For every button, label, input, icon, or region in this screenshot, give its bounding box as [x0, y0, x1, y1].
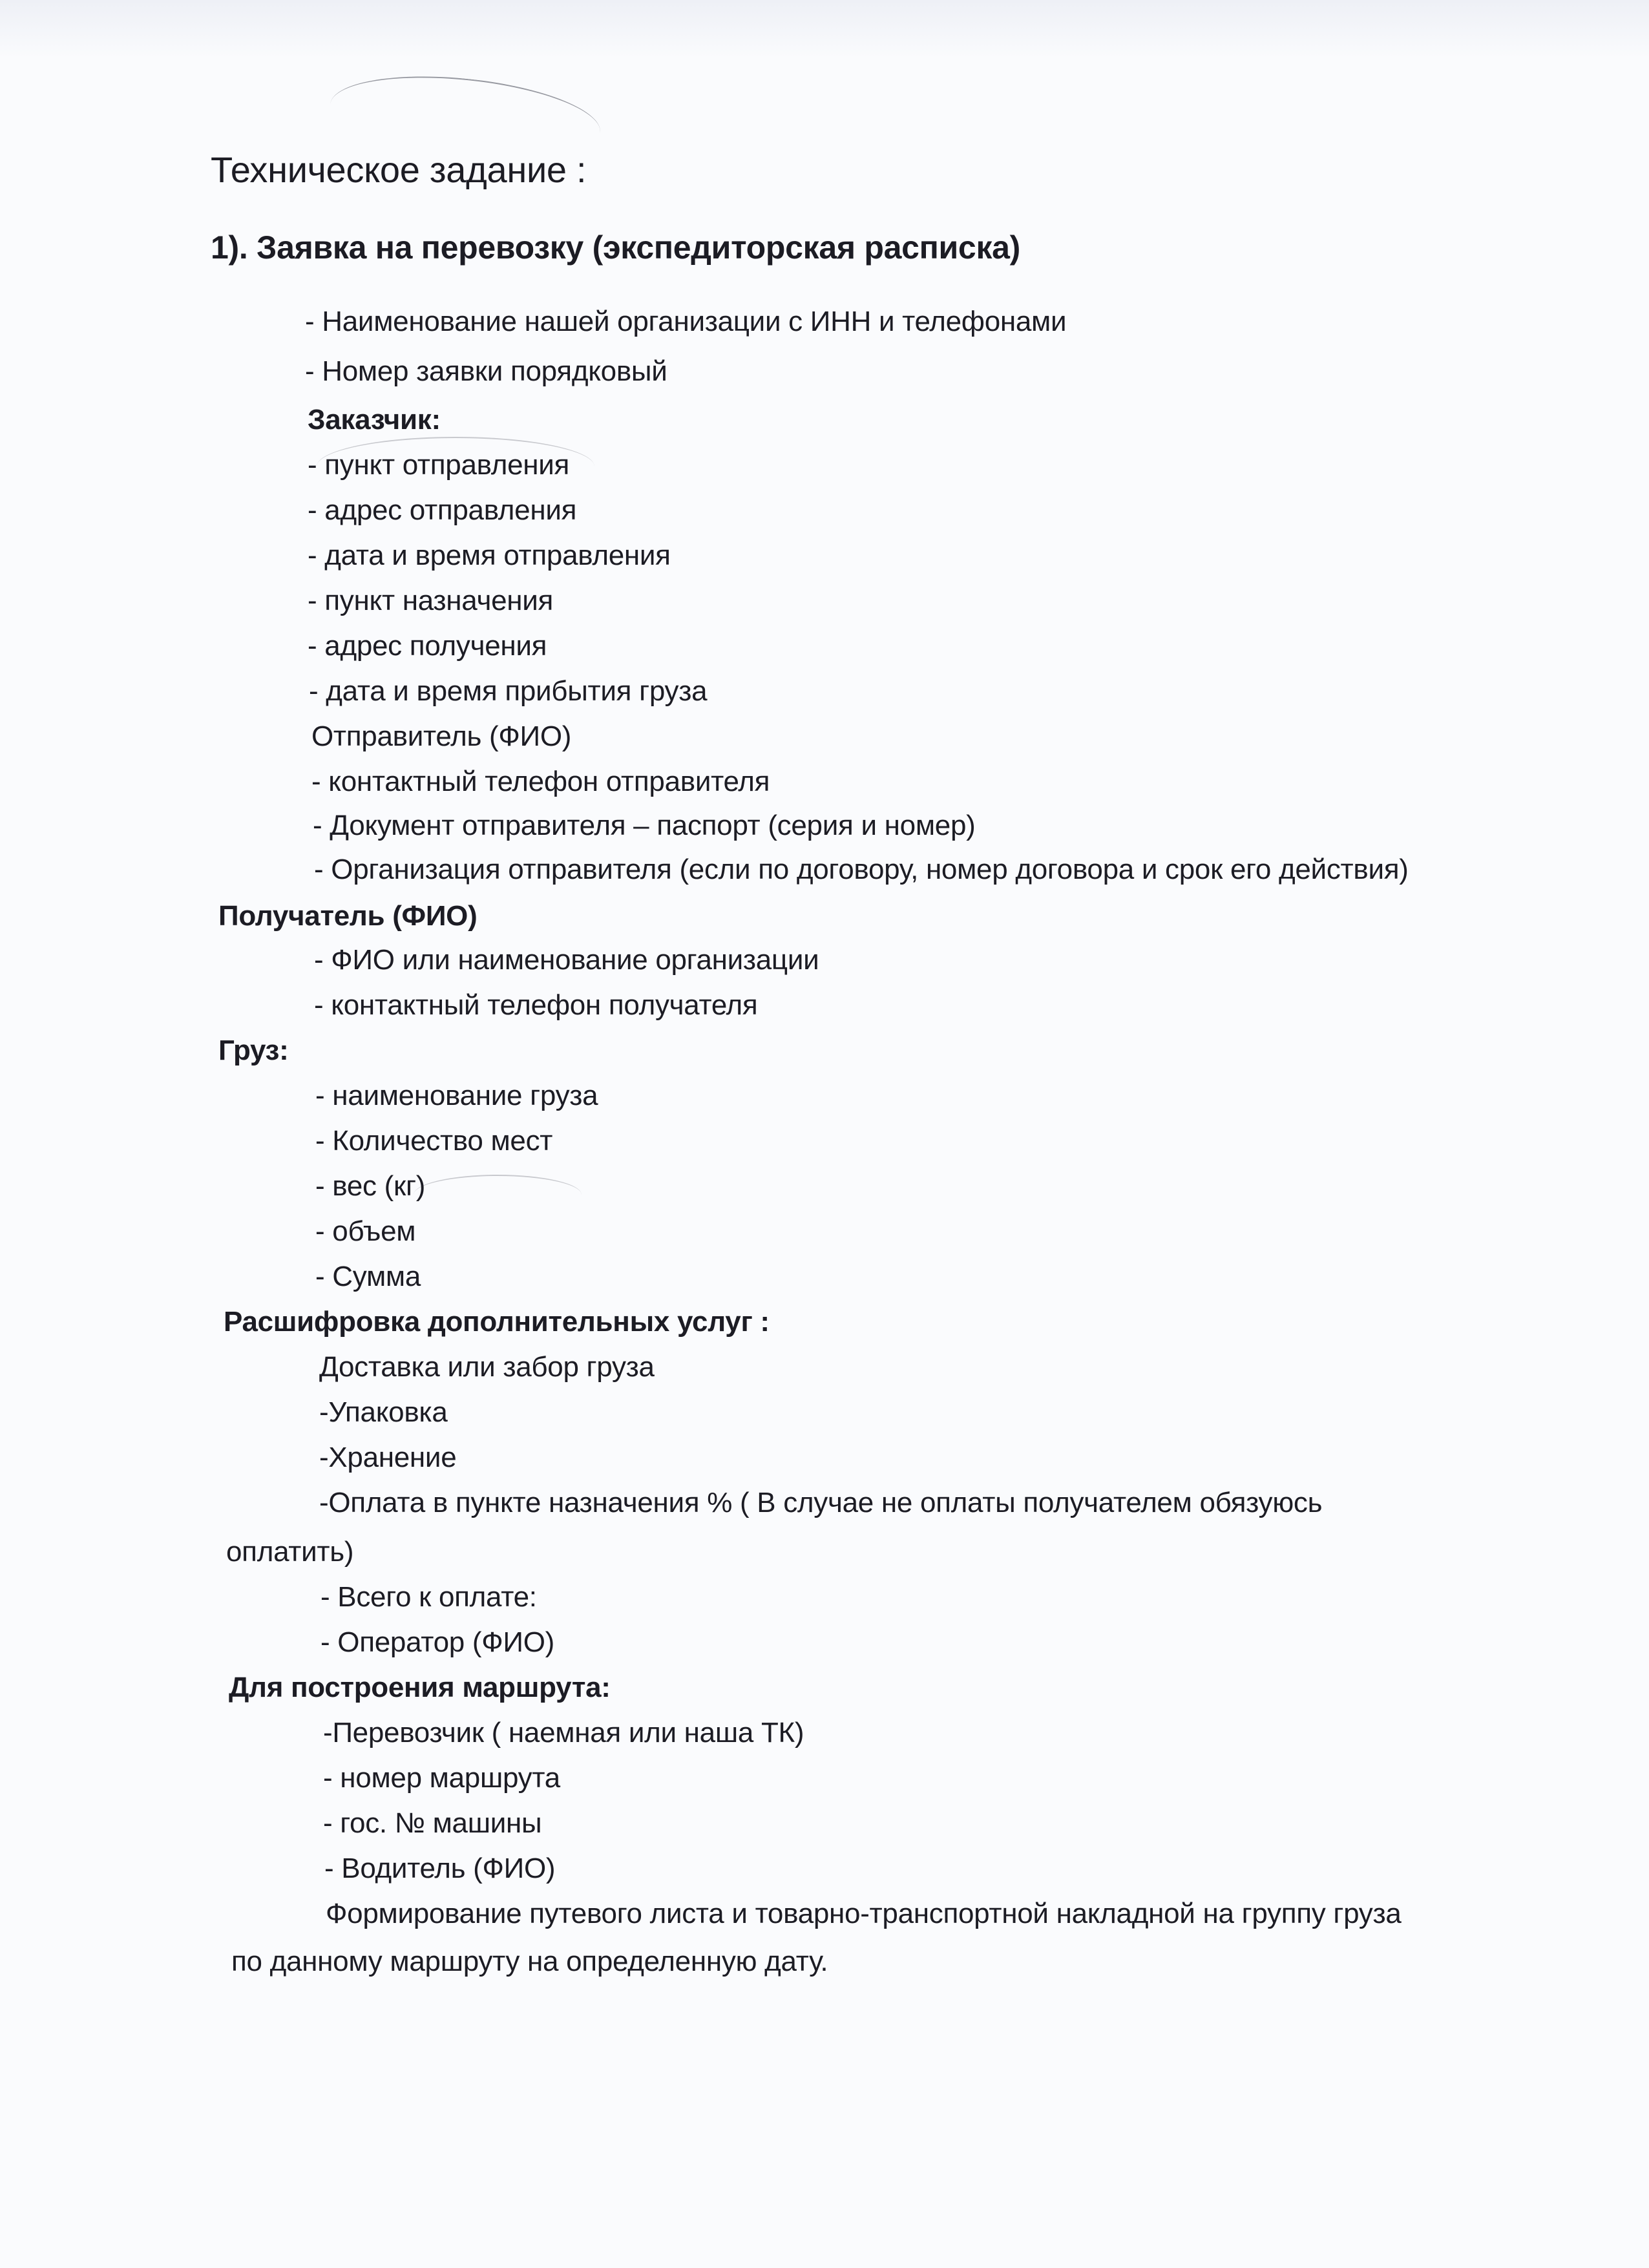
route-item: -Перевозчик ( наемная или наша ТК) [323, 1717, 804, 1748]
customer-heading: Заказчик: [308, 404, 441, 436]
services-item: -Упаковка [319, 1396, 448, 1428]
services-item: -Хранение [319, 1442, 457, 1473]
services-item: - Оператор (ФИО) [320, 1626, 555, 1658]
document-title: Техническое задание : [211, 149, 587, 190]
route-item: - гос. № машины [323, 1807, 542, 1839]
route-heading: Для построения маршрута: [229, 1672, 611, 1703]
cargo-item: - вес (кг) [315, 1170, 426, 1202]
recipient-item: - контактный телефон получателя [314, 989, 758, 1021]
services-heading: Расшифровка дополнительных услуг : [224, 1306, 770, 1338]
cargo-item: - Сумма [315, 1261, 421, 1292]
cargo-item: - объем [315, 1215, 416, 1247]
route-item: - номер маршрута [323, 1762, 560, 1794]
intro-item: - Наименование нашей организации с ИНН и телефонами [305, 306, 1067, 337]
services-item: - Всего к оплате: [320, 1581, 537, 1613]
scan-artifact-arc [414, 1175, 582, 1215]
sender-item: - Организация отправителя (если по договору, номер договора и срок его действия) [314, 854, 1409, 885]
customer-item: - дата и время прибытия груза [309, 675, 708, 707]
cargo-heading: Груз: [218, 1034, 289, 1066]
services-item: Доставка или забор груза [319, 1351, 655, 1383]
section-heading: 1). Заявка на перевозку (экспедиторская расписка) [211, 229, 1021, 266]
customer-item: - адрес получения [308, 630, 547, 662]
services-item: -Оплата в пункте назначения % ( В случае не оплаты получателем обязуюсь [319, 1487, 1323, 1518]
recipient-heading: Получатель (ФИО) [218, 900, 478, 932]
sender-heading: Отправитель (ФИО) [311, 720, 572, 752]
intro-item: - Номер заявки порядковый [305, 355, 667, 387]
cargo-item: - Количество мест [315, 1125, 553, 1157]
cargo-item: - наименование груза [315, 1080, 598, 1111]
recipient-item: - ФИО или наименование организации [314, 944, 819, 976]
route-item: - Водитель (ФИО) [324, 1853, 556, 1884]
customer-item: - дата и время отправления [308, 540, 671, 571]
route-paragraph: Формирование путевого листа и товарно-транспортной накладной на группу груза [326, 1898, 1402, 1929]
route-paragraph-continuation: по данному маршруту на определенную дату. [231, 1946, 828, 1977]
sender-item: - Документ отправителя – паспорт (серия и номер) [313, 810, 976, 841]
sender-item: - контактный телефон отправителя [311, 766, 770, 797]
services-item-continuation: оплатить) [226, 1536, 354, 1568]
scan-edge-shadow [0, 0, 1649, 58]
customer-item: - адрес отправления [308, 494, 577, 526]
customer-item: - пункт назначения [308, 585, 554, 616]
customer-item: - пункт отправления [308, 449, 570, 481]
